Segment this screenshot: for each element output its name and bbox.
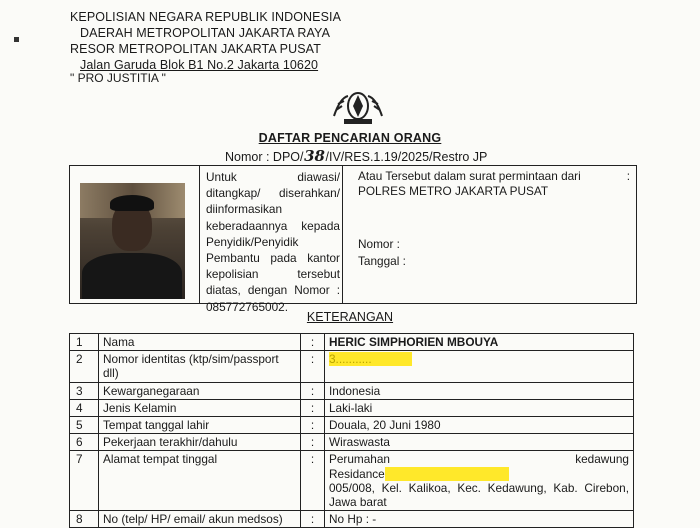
row-number: 7	[70, 451, 99, 511]
row-value-nationality: Indonesia	[325, 382, 634, 399]
table-row	[70, 334, 634, 351]
row-value-contact: No Hp : -	[325, 511, 634, 528]
wanted-info-box	[69, 165, 637, 314]
header-line-4: Jalan Garuda Blok B1 No.2 Jakarta 10620	[80, 58, 319, 72]
row-number: 5	[70, 417, 99, 434]
row-number: 8	[70, 511, 99, 528]
table-row	[70, 434, 634, 451]
table-row	[70, 399, 634, 416]
row-value-birth: Douala, 20 Juni 1980	[325, 417, 634, 434]
photo-cell	[70, 166, 200, 303]
document-title: DAFTAR PENCARIAN ORANG	[258, 131, 442, 145]
row-label: Nomor identitas (ktp/sim/passport dll)	[99, 351, 301, 382]
row-number: 6	[70, 434, 99, 451]
police-emblem-icon	[330, 86, 386, 126]
row-separator: :	[301, 451, 325, 511]
requesting-unit: POLRES METRO JAKARTA PUSAT	[358, 184, 549, 198]
row-value-id	[325, 351, 634, 382]
row-label: Nama	[99, 334, 301, 351]
address-detail: 005/008, Kel. Kalikoa, Kec. Kedawung, Kab. Cirebon, Jawa barat	[329, 480, 629, 510]
redacted-id: 3...........	[329, 352, 412, 366]
pro-justitia: " PRO JUSTITIA "	[70, 71, 166, 85]
row-label: Kewarganegaraan	[99, 382, 301, 399]
row-label: Tempat tanggal lahir	[99, 417, 301, 434]
row-separator: :	[301, 351, 325, 382]
row-number: 4	[70, 399, 99, 416]
row-label: No (telp/ HP/ email/ akun medsos)	[99, 511, 301, 528]
number-suffix: /IV/RES.1.19/2025/Restro JP	[325, 150, 488, 164]
row-number: 3	[70, 382, 99, 399]
table-row	[70, 451, 634, 511]
request-tanggal-label: Tanggal :	[358, 254, 406, 268]
header-line-3: RESOR METROPOLITAN JAKARTA PUSAT	[70, 42, 321, 56]
table-row	[70, 382, 634, 399]
row-label: Jenis Kelamin	[99, 399, 301, 416]
address-line: Perumahan kedawung Residance	[329, 452, 629, 481]
request-text: Atau Tersebut dalam surat permintaan dari	[358, 169, 581, 183]
table-row	[70, 511, 634, 528]
row-number: 1	[70, 334, 99, 351]
row-value-occupation: Wiraswasta	[325, 434, 634, 451]
number-prefix: Nomor : DPO/	[225, 150, 304, 164]
row-separator: :	[301, 417, 325, 434]
document-number	[225, 147, 487, 165]
row-label: Alamat tempat tinggal	[99, 451, 301, 511]
row-value-gender: Laki-laki	[325, 399, 634, 416]
table-row	[70, 351, 634, 382]
request-cell	[352, 166, 634, 269]
letterhead	[70, 9, 341, 73]
row-separator: :	[301, 334, 325, 351]
row-value-name: HERIC SIMPHORIEN MBOUYA	[325, 334, 634, 351]
corner-mark	[14, 37, 19, 42]
header-line-1: KEPOLISIAN NEGARA REPUBLIK INDONESIA	[70, 10, 342, 24]
keterangan-heading: KETERANGAN	[306, 310, 394, 324]
row-separator: :	[301, 399, 325, 416]
details-table	[69, 333, 634, 528]
row-label: Pekerjaan terakhir/dahulu	[99, 434, 301, 451]
table-row	[70, 417, 634, 434]
suspect-photo	[80, 183, 185, 299]
row-separator: :	[301, 511, 325, 528]
handwritten-number: 38	[304, 147, 325, 165]
request-nomor-label: Nomor :	[358, 237, 400, 251]
instruction-text: Untuk diawasi/ ditangkap/ diserahkan/ diinformasikan keberadaannya kepada Penyidik/Penyidik Pembantu pada kantor kepolisian tersebut diatas, dengan Nomor : 085772765002.	[200, 166, 343, 303]
row-separator: :	[301, 382, 325, 399]
row-separator: :	[301, 434, 325, 451]
header-line-2: DAERAH METROPOLITAN JAKARTA RAYA	[80, 26, 331, 40]
row-value-address	[325, 451, 634, 511]
request-colon: :	[626, 169, 630, 183]
row-number: 2	[70, 351, 99, 382]
redacted-address	[385, 467, 509, 481]
